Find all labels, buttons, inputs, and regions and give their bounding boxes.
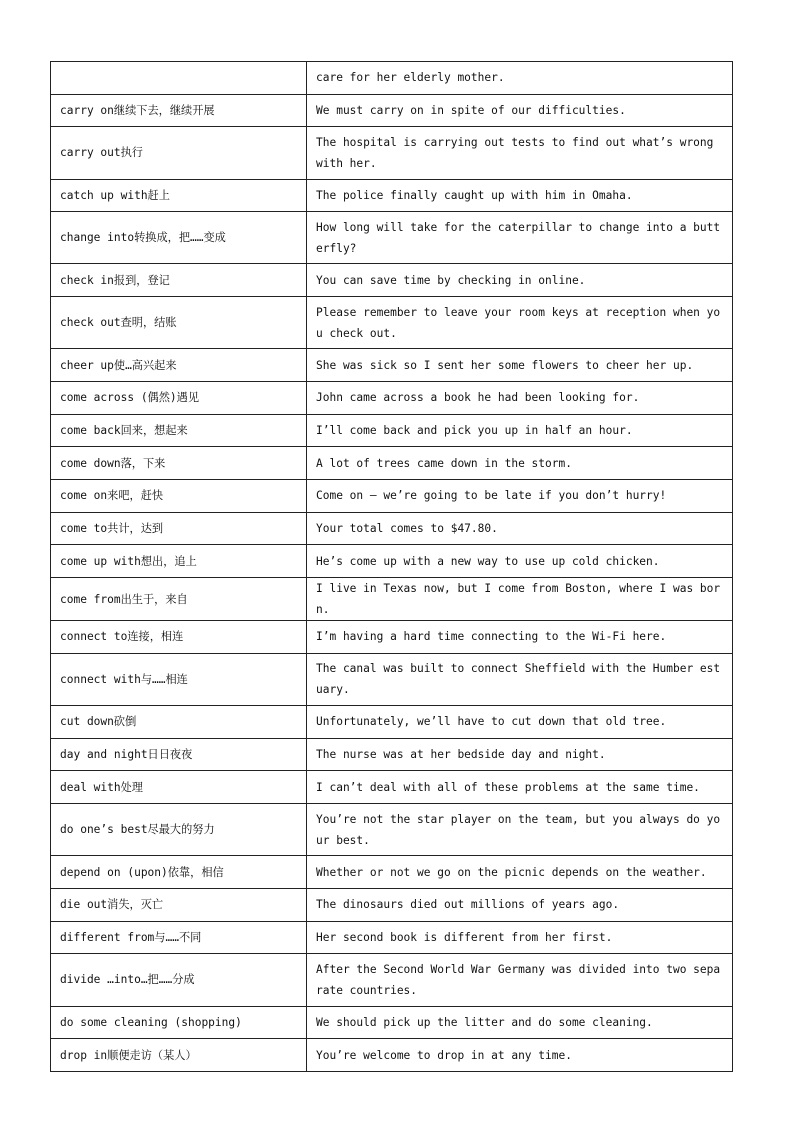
table-row — [51, 1006, 733, 1039]
example-cell: I’ll come back and pick you up in half an hour. — [307, 414, 733, 447]
table-row — [51, 480, 733, 513]
phrase-cell: come to共计，达到 — [51, 512, 307, 545]
table-row — [51, 382, 733, 415]
example-cell: You’re welcome to drop in at any time. — [307, 1039, 733, 1072]
phrase-cell: divide …into…把……分成 — [51, 954, 307, 1006]
phrase-cell: connect with与……相连 — [51, 653, 307, 705]
table-row — [51, 856, 733, 889]
phrase-cell: check in报到，登记 — [51, 264, 307, 297]
phrase-cell: deal with处理 — [51, 771, 307, 804]
phrase-cell: do one’s best尽最大的努力 — [51, 804, 307, 856]
example-cell: She was sick so I sent her some flowers to cheer her up. — [307, 349, 733, 382]
phrase-cell: come from出生于，来自 — [51, 578, 307, 621]
table-row — [51, 578, 733, 621]
table-row — [51, 545, 733, 578]
table-row — [51, 621, 733, 654]
table-row — [51, 414, 733, 447]
example-cell: The canal was built to connect Sheffield with the Humber estuary. — [307, 653, 733, 705]
table-row — [51, 1039, 733, 1072]
table-row — [51, 653, 733, 705]
table-row — [51, 447, 733, 480]
phrase-table — [50, 61, 733, 1072]
example-cell: Your total comes to $47.80. — [307, 512, 733, 545]
example-cell: Unfortunately, we’ll have to cut down that old tree. — [307, 706, 733, 739]
example-cell: The police finally caught up with him in Omaha. — [307, 179, 733, 212]
table-row — [51, 512, 733, 545]
example-cell: I live in Texas now, but I come from Boston, where I was born. — [307, 578, 733, 621]
example-cell: You can save time by checking in online. — [307, 264, 733, 297]
table-row — [51, 297, 733, 349]
table-row — [51, 62, 733, 95]
table-row — [51, 212, 733, 264]
table-row — [51, 738, 733, 771]
example-cell: We should pick up the litter and do some cleaning. — [307, 1006, 733, 1039]
phrase-cell: cheer up使…高兴起来 — [51, 349, 307, 382]
example-cell: The dinosaurs died out millions of years ago. — [307, 888, 733, 921]
phrase-cell: die out消失，灭亡 — [51, 888, 307, 921]
example-cell: care for her elderly mother. — [307, 62, 733, 95]
table-row — [51, 264, 733, 297]
example-cell: Whether or not we go on the picnic depends on the weather. — [307, 856, 733, 889]
example-cell: After the Second World War Germany was divided into two separate countries. — [307, 954, 733, 1006]
example-cell: He’s come up with a new way to use up cold chicken. — [307, 545, 733, 578]
phrase-table-body — [51, 62, 733, 1072]
phrase-cell: carry on继续下去，继续开展 — [51, 94, 307, 127]
phrase-cell: come down落，下来 — [51, 447, 307, 480]
example-cell: The nurse was at her bedside day and night. — [307, 738, 733, 771]
phrase-cell: drop in顺便走访（某人） — [51, 1039, 307, 1072]
phrase-cell: cut down砍倒 — [51, 706, 307, 739]
table-row — [51, 921, 733, 954]
phrase-cell: catch up with赶上 — [51, 179, 307, 212]
example-cell: Come on – we’re going to be late if you don’t hurry! — [307, 480, 733, 513]
phrase-cell: do some cleaning (shopping) — [51, 1006, 307, 1039]
phrase-cell — [51, 62, 307, 95]
example-cell: John came across a book he had been looking for. — [307, 382, 733, 415]
phrase-cell: change into转换成，把……变成 — [51, 212, 307, 264]
example-cell: We must carry on in spite of our difficulties. — [307, 94, 733, 127]
phrase-cell: come across (偶然)遇见 — [51, 382, 307, 415]
phrase-cell: come up with想出，追上 — [51, 545, 307, 578]
phrase-cell: different from与……不同 — [51, 921, 307, 954]
table-row — [51, 349, 733, 382]
table-row — [51, 771, 733, 804]
phrase-cell: depend on (upon)依靠，相信 — [51, 856, 307, 889]
phrase-cell: come back回来，想起来 — [51, 414, 307, 447]
phrase-cell: carry out执行 — [51, 127, 307, 179]
table-row — [51, 804, 733, 856]
example-cell: A lot of trees came down in the storm. — [307, 447, 733, 480]
example-cell: How long will take for the caterpillar to change into a butterfly? — [307, 212, 733, 264]
table-row — [51, 706, 733, 739]
table-row — [51, 179, 733, 212]
phrase-cell: check out查明，结账 — [51, 297, 307, 349]
example-cell: The hospital is carrying out tests to find out what’s wrong with her. — [307, 127, 733, 179]
phrase-cell: day and night日日夜夜 — [51, 738, 307, 771]
example-cell: I can’t deal with all of these problems at the same time. — [307, 771, 733, 804]
table-row — [51, 888, 733, 921]
example-cell: You’re not the star player on the team, but you always do your best. — [307, 804, 733, 856]
example-cell: Please remember to leave your room keys at reception when you check out. — [307, 297, 733, 349]
example-cell: Her second book is different from her first. — [307, 921, 733, 954]
table-row — [51, 954, 733, 1006]
phrase-cell: connect to连接，相连 — [51, 621, 307, 654]
phrase-cell: come on来吧，赶快 — [51, 480, 307, 513]
table-row — [51, 94, 733, 127]
example-cell: I’m having a hard time connecting to the Wi-Fi here. — [307, 621, 733, 654]
table-row — [51, 127, 733, 179]
